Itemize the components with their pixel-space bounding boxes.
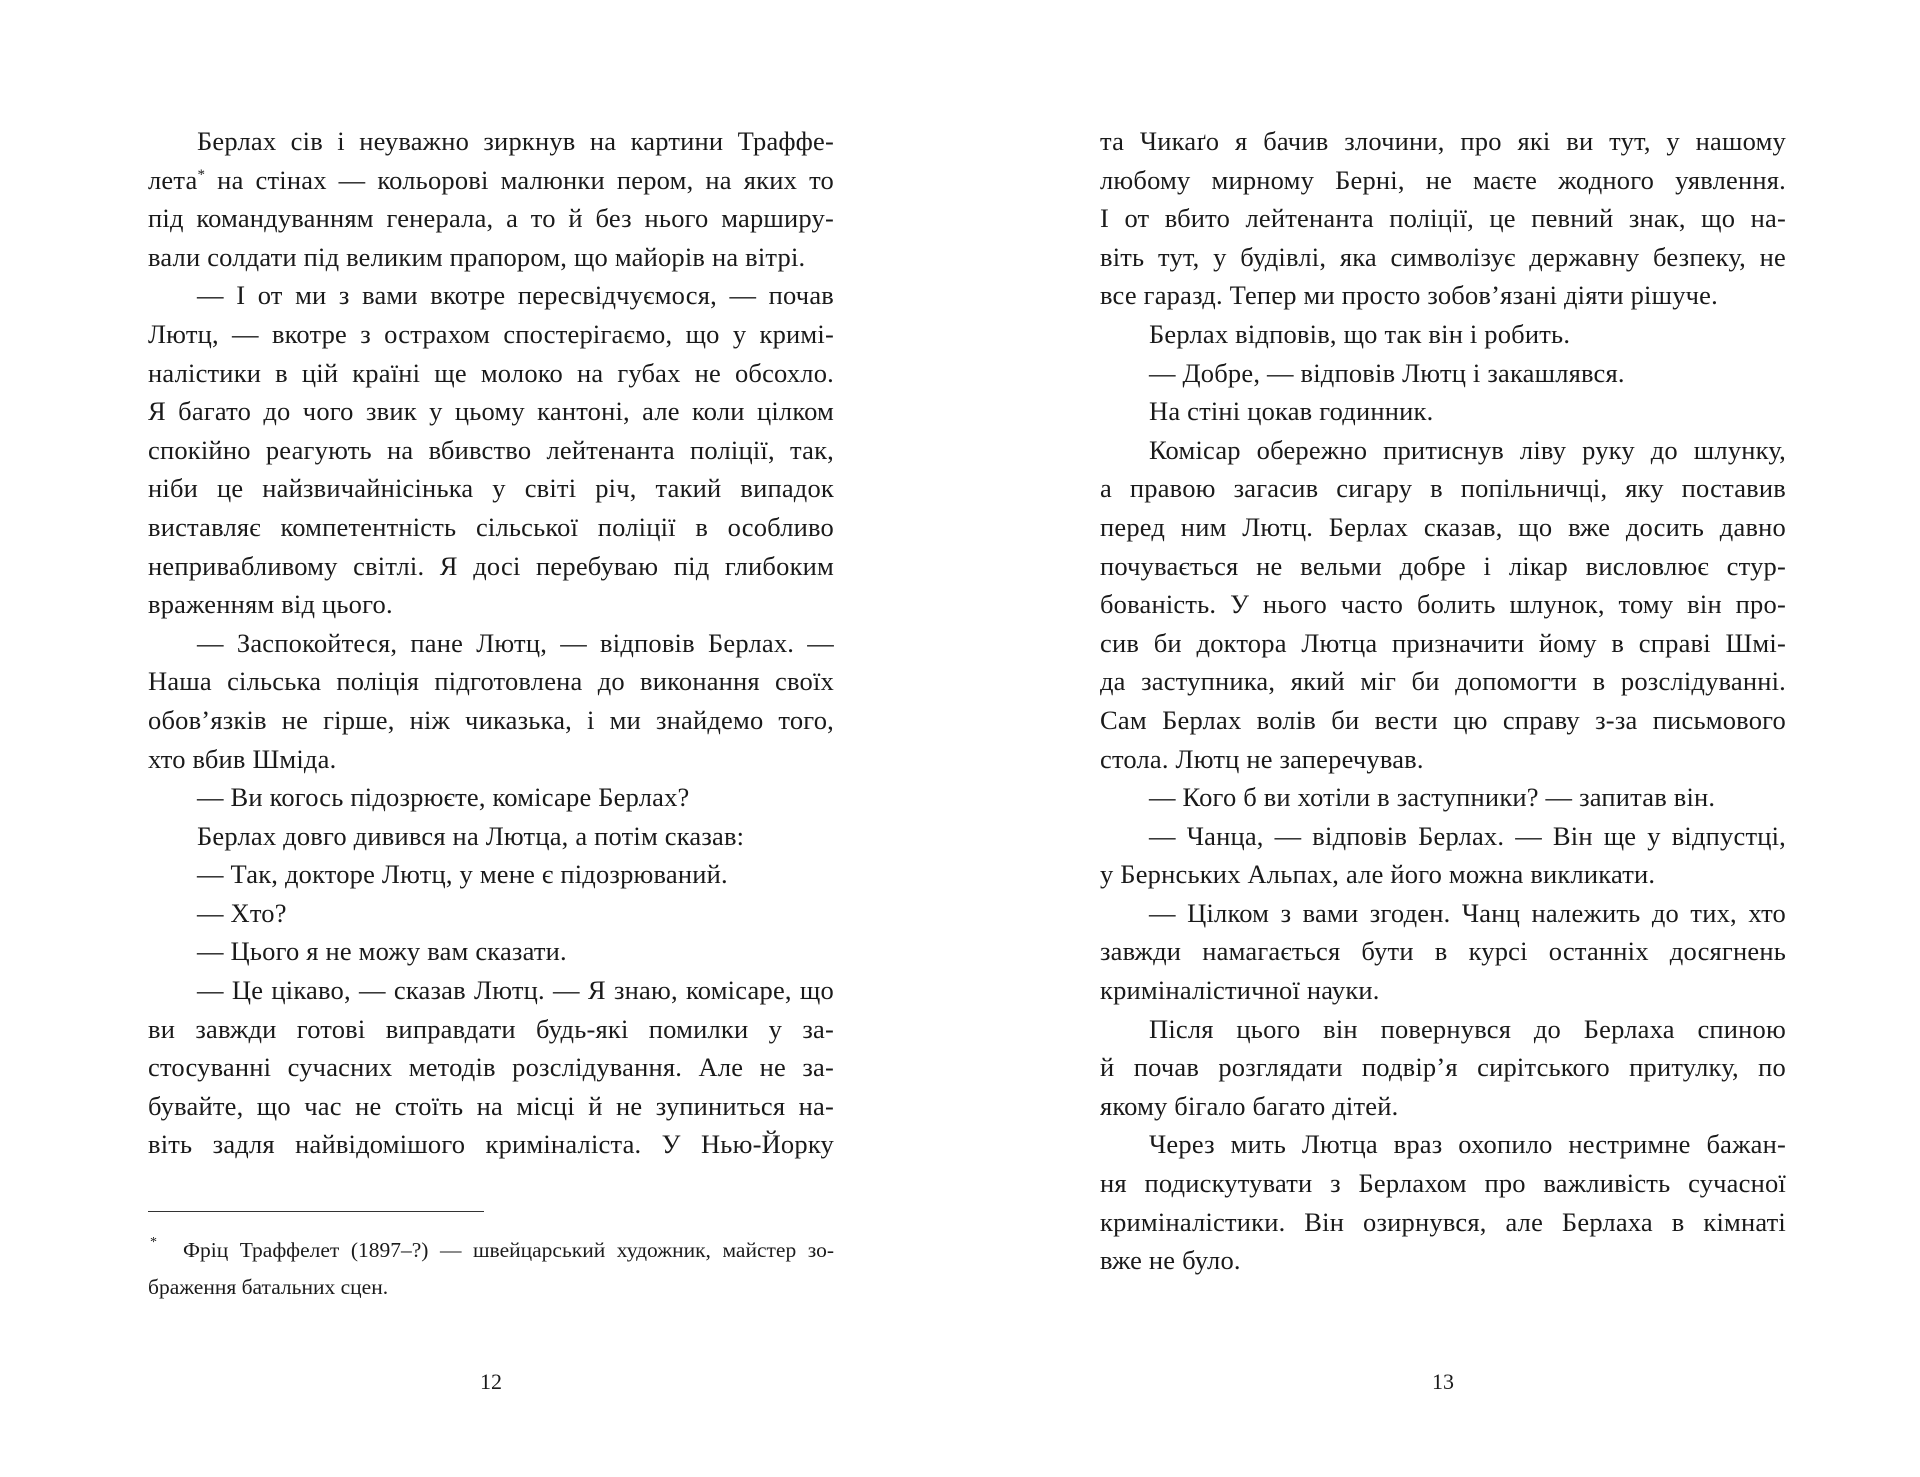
text-line: — Заспокойтеся, пане Лютц, — відповів Берлах. — bbox=[197, 627, 834, 658]
text-line: — Так, докторе Лютц, у мене є підозрюваний. bbox=[197, 859, 728, 890]
text-line: ви завжди готові виправдати будь-які помилки у за- bbox=[148, 1013, 834, 1044]
text-line: — Цього я не можу вам сказати. bbox=[197, 936, 567, 967]
text-line: віть задля найвідомішого криміналіста. У Нью-Йорку bbox=[148, 1129, 834, 1160]
text-line: — Кого б ви хотіли в заступники? — запитав він. bbox=[1149, 782, 1716, 813]
footnote-line: браження батальних сцен. bbox=[148, 1275, 389, 1299]
text-line: стола. Лютц не заперечував. bbox=[1100, 743, 1424, 774]
text-line: бувайте, що час не стоїть на місці й не зупиниться на- bbox=[148, 1090, 834, 1121]
text-line: Після цього він повернувся до Берлаха спиною bbox=[1149, 1013, 1786, 1044]
text-line: Сам Берлах волів би вести цю справу з-за письмового bbox=[1100, 704, 1786, 735]
text-line: спокійно реагують на вбивство лейтенанта поліції, так, bbox=[148, 434, 834, 465]
text-line: налістики в цій країні ще молоко на губах не обсохло. bbox=[148, 357, 834, 388]
line-text: лета bbox=[148, 164, 198, 195]
text-line: Через мить Лютца враз охопило нестримне бажан- bbox=[1149, 1129, 1786, 1160]
line-text: на стінах — кольорові малюнки пером, на яких то bbox=[205, 164, 834, 195]
text-line: непривабливому світлі. Я досі перебуваю під глибоким bbox=[148, 550, 834, 581]
text-line: На стіні цокав годинник. bbox=[1149, 396, 1434, 427]
text-line: І от вбито лейтенанта поліції, це певний знак, що на- bbox=[1100, 203, 1786, 234]
text-line: враженням від цього. bbox=[148, 589, 393, 620]
text-line: обов’язків не гірше, ніж чиказька, і ми знайдемо того, bbox=[148, 704, 834, 735]
text-line: якому бігало багато дітей. bbox=[1100, 1090, 1399, 1121]
text-line: перед ним Лютц. Берлах сказав, що вже досить давно bbox=[1100, 511, 1786, 542]
text-line: криміналістики. Він озирнувся, але Берлаха в кімнаті bbox=[1100, 1206, 1786, 1237]
text-line: Комісар обережно притиснув ліву руку до шлунку, bbox=[1149, 434, 1786, 465]
right-page-body bbox=[1100, 122, 1786, 1280]
footnote bbox=[148, 1232, 834, 1306]
footnote-divider bbox=[148, 1211, 484, 1212]
text-line: Я багато до чого звик у цьому кантоні, але коли цілком bbox=[148, 396, 834, 427]
text-line: вже не було. bbox=[1100, 1245, 1241, 1276]
text-line: Наша сільська поліція підготовлена до виконання своїх bbox=[148, 666, 834, 697]
right-page bbox=[1100, 0, 1786, 1477]
text-line: й почав розглядати подвір’я сирітського притулку, по bbox=[1100, 1052, 1786, 1083]
text-line: Берлах сів і неуважно зиркнув на картини Траффе- bbox=[197, 126, 834, 156]
text-line: ніби це найзвичайнісінька у світі річ, такий випадок bbox=[148, 473, 834, 504]
text-line: бованість. У нього часто болить шлунок, тому він про- bbox=[1100, 589, 1786, 620]
text-line: віть тут, у будівлі, яка символізує державну безпеку, не bbox=[1100, 241, 1786, 272]
text-line: стосуванні сучасних методів розслідування. Але не за- bbox=[148, 1052, 834, 1083]
text-line: Берлах довго дивився на Лютца, а потім сказав: bbox=[197, 820, 745, 851]
text-line bbox=[148, 161, 834, 200]
page-number-right: 13 bbox=[1432, 1369, 1454, 1394]
text-line: та Чикаґо я бачив злочини, про які ви тут, у нашому bbox=[1100, 126, 1786, 156]
text-line: вали солдати під великим прапором, що майорів на вітрі. bbox=[148, 241, 806, 272]
text-line: сив би доктора Лютца призначити йому в справі Шмі- bbox=[1100, 627, 1786, 658]
text-line: — Цілком з вами згоден. Чанц належить до тих, хто bbox=[1149, 897, 1786, 928]
footnote-marker[interactable]: * bbox=[197, 166, 206, 183]
text-line: хто вбив Шміда. bbox=[148, 743, 337, 774]
text-line: — Ви когось підозрюєте, комісаре Берлах? bbox=[197, 782, 690, 813]
text-line: криміналістичної науки. bbox=[1100, 975, 1380, 1006]
text-line: да заступника, який міг би допомогти в розслідуванні. bbox=[1100, 666, 1786, 697]
left-page-body bbox=[148, 122, 834, 1164]
text-line: Берлах відповів, що так він і робить. bbox=[1149, 318, 1571, 349]
text-line: а правою загасив сигару в попільничці, яку поставив bbox=[1100, 473, 1786, 504]
text-line: — Чанца, — відповів Берлах. — Він ще у відпустці, bbox=[1149, 820, 1786, 851]
page-number-left: 12 bbox=[480, 1369, 502, 1394]
text-line: завжди намагається бути в курсі останніх досягнень bbox=[1100, 936, 1786, 967]
left-page bbox=[148, 0, 834, 1477]
footnote-star: * bbox=[150, 1235, 157, 1250]
text-line: ня подискутувати з Берлахом про важливість сучасної bbox=[1100, 1168, 1786, 1199]
text-line: Лютц, — вкотре з острахом спостерігаємо, що у кримі- bbox=[148, 318, 834, 349]
text-line: почувається не вельми добре і лікар висловлює стур- bbox=[1100, 550, 1786, 581]
text-line: під командуванням генерала, а то й без нього марширу- bbox=[148, 203, 834, 234]
text-line: любому мирному Берні, не маєте жодного уявлення. bbox=[1100, 164, 1786, 195]
text-line: у Бернських Альпах, але його можна викликати. bbox=[1100, 859, 1656, 890]
footnote-text: Фріц Траффелет (1897–?) — швейцарський художник, майстер зо- bbox=[183, 1238, 834, 1262]
text-line: все гаразд. Тепер ми просто зобов’язані діяти рішуче. bbox=[1100, 280, 1718, 311]
text-line: — Добре, — відповів Лютц і закашлявся. bbox=[1149, 357, 1625, 388]
footnote-line bbox=[148, 1232, 834, 1269]
text-line: — Це цікаво, — сказав Лютц. — Я знаю, комісаре, що bbox=[197, 975, 834, 1006]
text-line: — І от ми з вами вкотре пересвідчуємося, — почав bbox=[197, 280, 834, 311]
text-line: виставляє компетентність сільської поліції в особливо bbox=[148, 511, 834, 542]
text-line: — Хто? bbox=[197, 897, 287, 928]
